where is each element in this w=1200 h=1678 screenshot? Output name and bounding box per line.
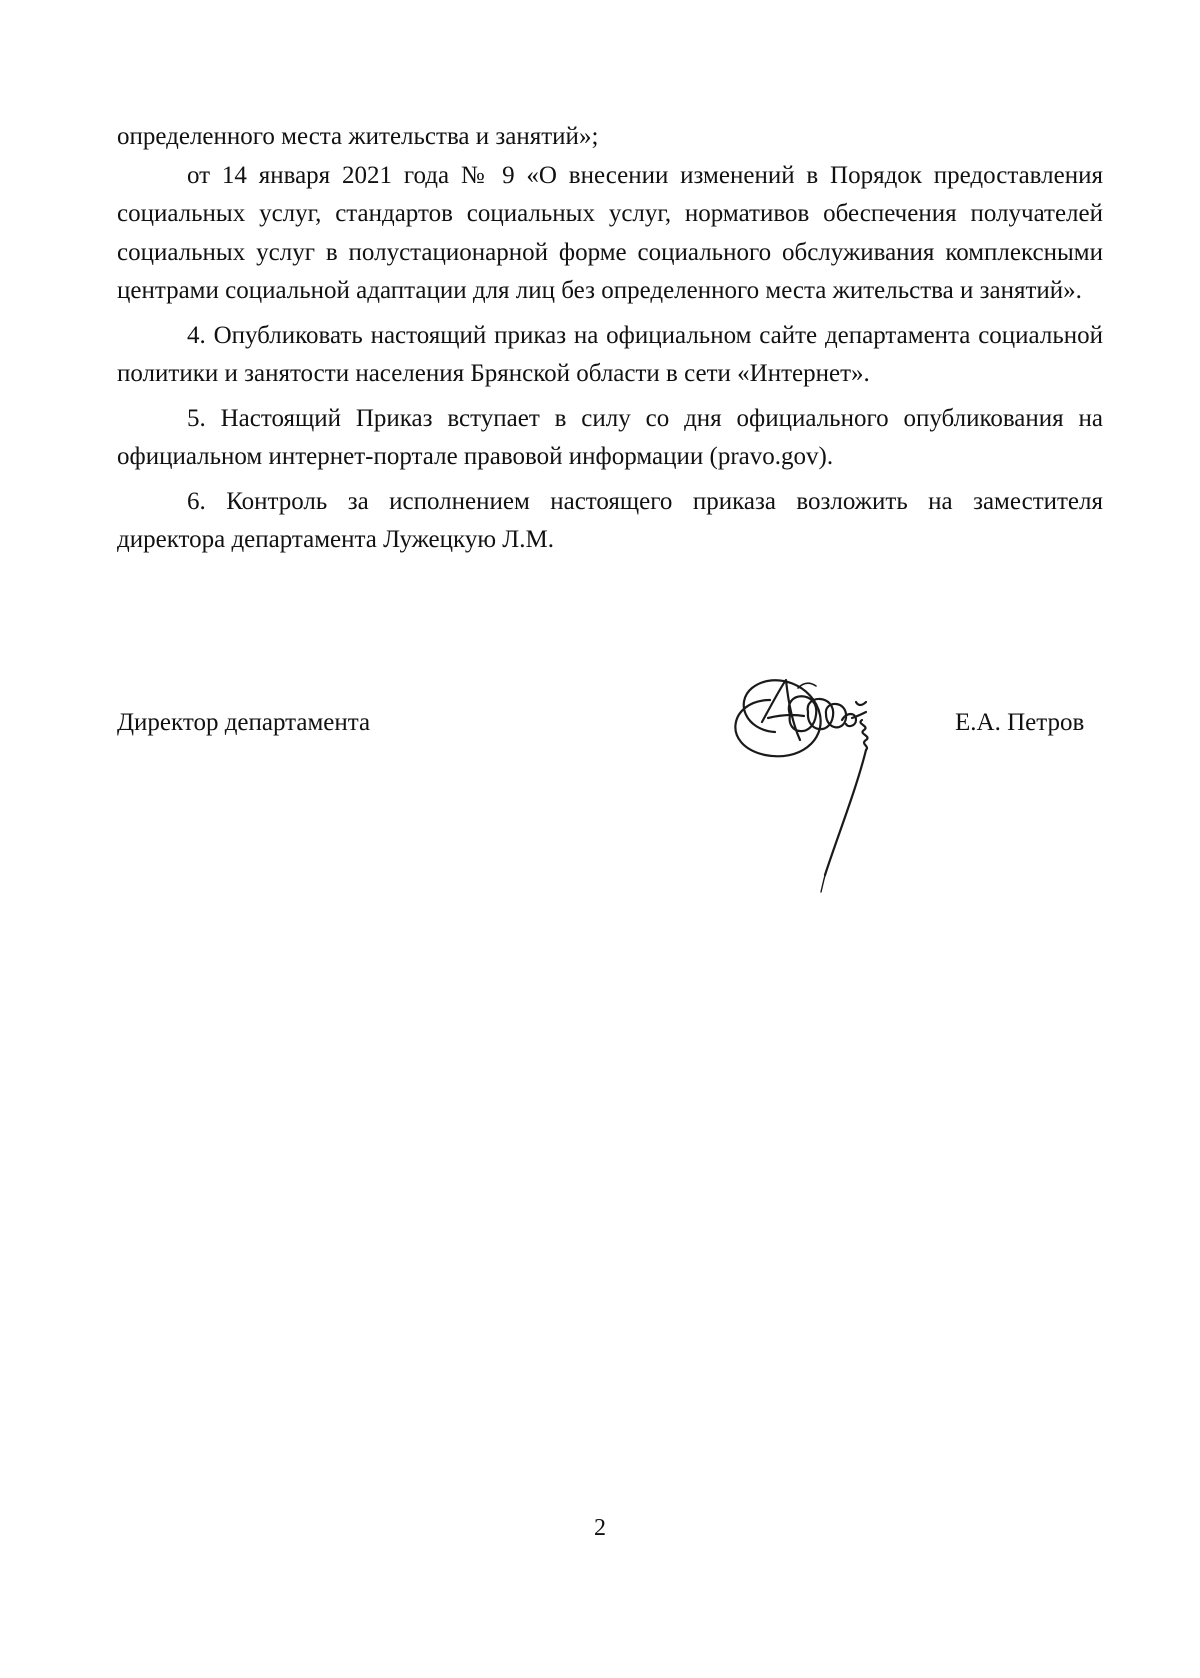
paragraph-item-5: 5. Настоящий Приказ вступает в силу со дня официального опубликования на официальном интернет-портале правовой информации (pravo.gov). xyxy=(117,404,1103,470)
document-body xyxy=(117,118,1103,560)
signatory-role: Директор департамента xyxy=(117,709,371,736)
page-number: 2 xyxy=(594,1515,606,1541)
signatory-name: Е.А. Петров xyxy=(955,709,1085,736)
handwritten-signature-icon xyxy=(730,660,930,920)
paragraph-item-4: 4. Опубликовать настоящий приказ на официальном сайте департамента социальной политики и занятости населения Брянской области в сети «Интернет». xyxy=(117,321,1103,387)
paragraph-item-6: 6. Контроль за исполнением настоящего приказа возложить на заместителя директора департамента Лужецкую Л.М. xyxy=(117,487,1103,553)
paragraph-order-reference: от 14 января 2021 года № 9 «О внесении изменений в Порядок предоставления социальных услуг, стандартов социальных услуг, нормативов обеспечения получателей социальных услуг в полустационарной форме социального обслуживания комплексными центрами социальной адаптации для лиц без определенного места жительства и занятий». xyxy=(117,161,1103,304)
paragraph-continuation: определенного места жительства и занятий»; xyxy=(117,123,599,150)
